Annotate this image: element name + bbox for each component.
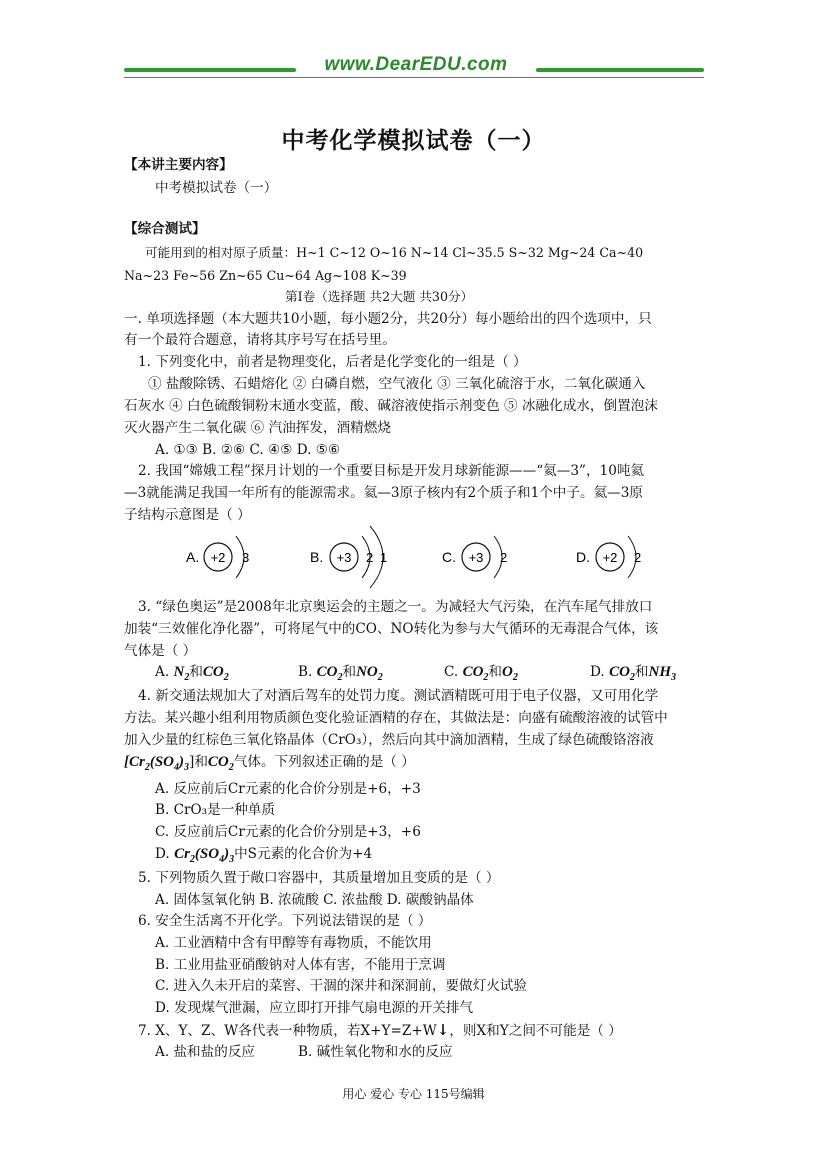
q7-stem-start: 7. X、Y、Z、W各代表一种物质，若X+Y=Z+W — [138, 1023, 437, 1039]
q3-and-a: 和 — [189, 664, 203, 680]
q4-option-b: B. CrO₃是一种单质 — [155, 802, 276, 818]
q3-option-c-formula-1: $CO_2$ — [462, 664, 489, 683]
q3-option-a-formula-2: $CO_2$ — [202, 664, 229, 683]
q1-line-1: ① 盐酸除锈、石蜡熔化 ② 白磷自燃，空气液化 ③ 三氧化硫溶于水，二氧化碳通入 — [148, 376, 646, 392]
q1-options: A. ①③ B. ②⑥ C. ④⑤ D. ⑤⑥ — [155, 442, 341, 458]
atom-b-nucleus: +3 — [336, 550, 352, 565]
q3-option-d-formula-2: $NH_3$ — [648, 664, 677, 683]
main-content-heading: 【本讲主要内容】 — [124, 157, 233, 173]
q4-line-1: 4. 新交通法规加大了对酒后驾车的处罚力度。测试酒精既可用于电子仪器，又可用化学 — [138, 688, 659, 704]
q7-stem — [138, 1020, 622, 1041]
atom-d — [576, 536, 641, 578]
atom-d-shell-1: 2 — [634, 550, 642, 565]
header-rule-right — [536, 68, 704, 72]
q3-option-d — [590, 662, 676, 688]
q1-line-3: 灭火器产生二氧化碳 ⑥ 汽油挥发，酒精燃烧 — [124, 420, 391, 436]
q4-line-4-end: 气体。下列叙述正确的是（ ） — [233, 754, 415, 770]
q3-option-b-label: B. — [298, 664, 313, 680]
q6-option-b: B. 工业用盐亚硝酸钠对人体有害，不能用于烹调 — [155, 957, 446, 973]
q3-line-3: 气体是（ ） — [124, 643, 197, 659]
q7-stem-end: ，则X和Y之间不可能是（ ） — [449, 1023, 622, 1039]
q4-line-3: 加入少量的红棕色三氧化铬晶体（CrO₃），然后向其中滴加酒精，生成了绿色硫酸铬溶液 — [124, 732, 654, 748]
q3-option-a-formula-1: $N_2$ — [173, 664, 190, 683]
atom-a-nucleus: +2 — [210, 550, 226, 565]
q1-line-2: 石灰水 ④ 白色硫酸铜粉末通水变蓝，酸、碱溶液使指示剂变色 ⑤ 冰融化成水，倒置泡沫 — [124, 398, 658, 414]
atom-diagrams — [170, 522, 670, 597]
test-heading: 【综合测试】 — [124, 221, 206, 237]
section1-line-2: 有一个最符合题意，请将其序号写在括号里。 — [124, 332, 396, 348]
main-content-text: 中考模拟试卷（一） — [155, 180, 278, 196]
atom-b-label: B. — [310, 549, 324, 565]
q6-stem: 6. 安全生活离不开化学。下列说法错误的是（ ） — [138, 913, 432, 929]
q3-line-2: 加装“三效催化净化器”，可将尾气中的CO、NO转化为参与大气循环的无毒混合气体，该 — [124, 621, 659, 637]
q4-formula-co2: $CO_2$ — [207, 754, 234, 773]
atomic-mass-line-1: 可能用到的相对原子质量：H~1 C~12 O~16 N~14 Cl~35.5 S~32 Mg~24 Ca~40 — [145, 245, 644, 260]
q3-option-b — [298, 662, 383, 688]
atom-d-nucleus: +2 — [602, 550, 618, 565]
atom-c-nucleus: +3 — [468, 550, 484, 565]
q3-option-d-formula-1: $CO_2$ — [609, 664, 635, 683]
atom-c-shell-1: 2 — [500, 550, 508, 565]
atom-a — [186, 536, 249, 578]
header-underline — [124, 77, 704, 78]
q3-and-b: 和 — [342, 664, 357, 680]
q4-option-a: A. 反应前后Cr元素的化合价分别是+6，+3 — [155, 781, 421, 797]
q7-option-a: A. 盐和盐的反应 — [155, 1044, 256, 1060]
atom-a-label: A. — [186, 549, 200, 565]
volume-info: 第Ⅰ卷（选择题 共2大题 共30分） — [285, 289, 474, 304]
q7-option-b: B. 碱性氧化物和水的反应 — [298, 1044, 453, 1060]
q3-option-b-formula-2: $NO_2$ — [356, 664, 383, 683]
atom-b — [310, 526, 387, 588]
q4-line-4 — [124, 752, 415, 778]
atom-a-shell-1: 3 — [242, 550, 250, 565]
q3-option-c — [444, 662, 518, 688]
q3-option-d-label: D. — [590, 664, 605, 680]
q3-option-c-label: C. — [444, 664, 459, 680]
q4-option-d-formula: $Cr_2(SO_4)_3$ — [174, 846, 235, 865]
q4-line-2: 方法。某兴趣小组利用物质颜色变化验证酒精的存在，其做法是：向盛有硫酸溶液的试管中 — [124, 710, 668, 726]
q5-options: A. 固体氢氧化钠 B. 浓硫酸 C. 浓盐酸 D. 碳酸钠晶体 — [155, 892, 474, 908]
q4-option-d-label: D. — [155, 846, 170, 862]
q3-and-c: 和 — [488, 664, 503, 680]
q6-option-c: C. 进入久未开启的菜窖、干涸的深井和深洞前，要做灯火试验 — [155, 978, 527, 994]
q2-line-3: 子结构示意图是（ ） — [124, 507, 251, 523]
page-footer: 用心 爱心 专心 115号编辑 — [342, 1087, 485, 1101]
q3-option-c-formula-2: $O_2$ — [502, 664, 518, 683]
q4-line-4-mid: ]和 — [189, 754, 208, 770]
q6-option-d: D. 发现煤气泄漏，应立即打开排气扇电源的开关排气 — [155, 1000, 474, 1016]
q3-option-a — [155, 662, 229, 688]
atom-b-shell-2: 1 — [380, 550, 388, 565]
q4-option-d-text: 中S元素的化合价为+4 — [234, 846, 373, 862]
precipitate-arrow-icon: ↓ — [436, 1021, 450, 1039]
q5-stem: 5. 下列物质久置于敞口容器中，其质量增加且变质的是（ ） — [138, 870, 500, 886]
q3-and-d: 和 — [634, 664, 649, 680]
q3-option-b-formula-1: $CO_2$ — [316, 664, 343, 683]
atom-c — [442, 536, 507, 578]
header-rule-left — [124, 68, 296, 72]
q2-line-2: —3就能满足我国一年所有的能源需求。氦—3原子核内有2个质子和1个中子。氦—3原 — [124, 485, 644, 501]
q1-stem: 1. 下列变化中，前者是物理变化，后者是化学变化的一组是（ ） — [138, 354, 527, 370]
atom-b-shell-1: 2 — [366, 550, 374, 565]
q3-line-1: 3. “绿色奥运”是2008年北京奥运会的主题之一。为减轻大气污染，在汽车尾气排放口 — [138, 599, 653, 615]
q6-option-a: A. 工业酒精中含有甲醇等有毒物质，不能饮用 — [155, 935, 432, 951]
q3-option-a-label: A. — [155, 664, 170, 680]
q4-option-d — [155, 844, 372, 870]
atomic-mass-line-2: Na~23 Fe~56 Zn~65 Cu~64 Ag~108 K~39 — [124, 268, 407, 283]
q4-option-c: C. 反应前后Cr元素的化合价分别是+3，+6 — [155, 824, 421, 840]
header-site-name: www.DearEDU.com — [324, 54, 508, 75]
atom-d-label: D. — [576, 549, 590, 565]
document-title: 中考化学模拟试卷（一） — [281, 127, 546, 154]
q2-line-1: 2. 我国“嫦娥工程”探月计划的一个重要目标是开发月球新能源——“氦—3”，10吨氦 — [138, 463, 645, 479]
atom-c-label: C. — [442, 549, 456, 565]
section1-line-1: 一. 单项选择题（本大题共10小题，每小题2分，共20分）每小题给出的四个选项中，只 — [124, 311, 652, 327]
q4-formula-cr2so43: [$Cr_2(SO_4)_3$ — [124, 754, 190, 773]
